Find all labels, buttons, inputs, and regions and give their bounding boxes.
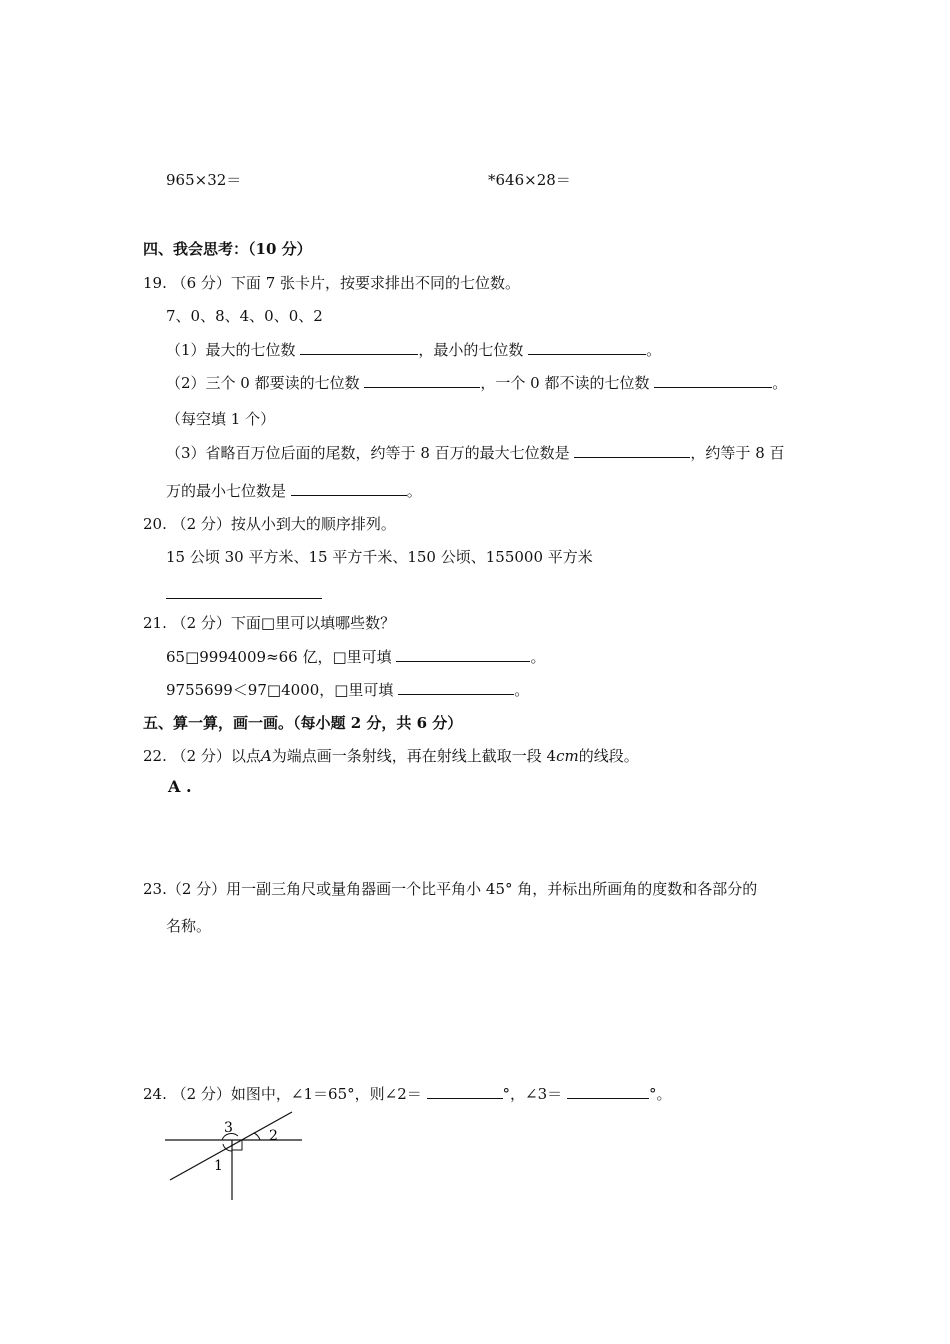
calc-left: 965×32＝: [166, 171, 242, 189]
label-2: 2: [269, 1128, 278, 1144]
q19-part3: [166, 443, 785, 463]
q19-stem: 19. （6 分）下面 7 张卡片，按要求排出不同的七位数。: [143, 274, 521, 292]
q19-p2a: （2）三个 0 都要读的七位数: [166, 374, 360, 392]
q22-stem-a: 22. （2 分）以点: [143, 747, 261, 765]
point-a-label: A .: [168, 777, 192, 796]
angle-2-arc: [254, 1133, 260, 1140]
q22-unit: cm: [556, 747, 579, 765]
q21-stem: 21. （2 分）下面□里可以填哪些数？: [143, 614, 396, 632]
section4-title: 四、我会思考：（10 分）: [143, 240, 312, 258]
q21-l1a: 65□9994009≈66 亿，□里可填: [166, 648, 392, 666]
q19-cards: 7、0、8、4、0、0、2: [166, 307, 323, 325]
q22-stem-b: 为端点画一条射线，再在射线上截取一段 4: [271, 747, 557, 765]
q19-p2b: ，一个 0 都不读的七位数: [480, 374, 650, 392]
answer-blank[interactable]: [291, 481, 407, 496]
answer-blank[interactable]: [364, 373, 480, 388]
q21-line2: [166, 680, 529, 700]
q24-stem-a: 24. （2 分）如图中，∠1＝65°，则∠2＝: [143, 1085, 422, 1103]
section5-title: 五、算一算，画一画。（每小题 2 分，共 6 分）: [143, 714, 463, 732]
q20-answer-line[interactable]: [166, 598, 322, 599]
answer-blank[interactable]: [574, 443, 690, 458]
answer-blank[interactable]: [396, 647, 530, 662]
q19-p2c: 。: [772, 374, 788, 392]
q21-line1: [166, 647, 545, 667]
q24-stem-b: °，∠3＝: [502, 1085, 563, 1103]
label-3: 3: [224, 1120, 233, 1136]
answer-blank[interactable]: [528, 340, 646, 355]
q20-stem: 20. （2 分）按从小到大的顺序排列。: [143, 515, 396, 533]
q19-part1: [166, 340, 661, 360]
answer-blank[interactable]: [567, 1084, 649, 1099]
q19-note: （每空填 1 个）: [166, 410, 276, 428]
q23-line1: 23.（2 分）用一副三角尺或量角器画一个比平角小 45° 角，并标出所画角的度数和各部分的: [143, 880, 758, 898]
q21-l2a: 9755699＜97□4000，□里可填: [166, 681, 394, 699]
angle-diagram: [160, 1110, 310, 1205]
q19-p3b: ，约等于 8 百: [690, 444, 785, 462]
q22-point: A: [260, 747, 272, 765]
q23-line2: 名称。: [166, 917, 212, 935]
q19-p3c: 万的最小七位数是: [166, 482, 287, 500]
label-1: 1: [214, 1158, 223, 1174]
q21-l1b: 。: [530, 648, 546, 666]
q19-part2: [166, 373, 787, 393]
q19-p3d: 。: [406, 482, 422, 500]
q19-p1a: （1）最大的七位数: [166, 341, 296, 359]
q19-p1b: ，最小的七位数: [418, 341, 524, 359]
q24-stem-c: °。: [648, 1085, 672, 1103]
calc-right: *646×28＝: [488, 171, 571, 189]
q20-items: 15 公顷 30 平方米、15 平方千米、150 公顷、155000 平方米: [166, 548, 593, 566]
q19-p1c: 。: [646, 341, 662, 359]
q22-stem-c: 的线段。: [578, 747, 639, 765]
q19-part3-cont: [166, 481, 422, 501]
q19-p3a: （3）省略百万位后面的尾数，约等于 8 百万的最大七位数是: [166, 444, 570, 462]
q22-stem: [143, 746, 639, 766]
answer-blank[interactable]: [427, 1084, 503, 1099]
q24-stem: [143, 1084, 671, 1104]
q21-l2b: 。: [514, 681, 530, 699]
answer-blank[interactable]: [654, 373, 772, 388]
answer-blank[interactable]: [300, 340, 418, 355]
answer-blank[interactable]: [398, 680, 514, 695]
